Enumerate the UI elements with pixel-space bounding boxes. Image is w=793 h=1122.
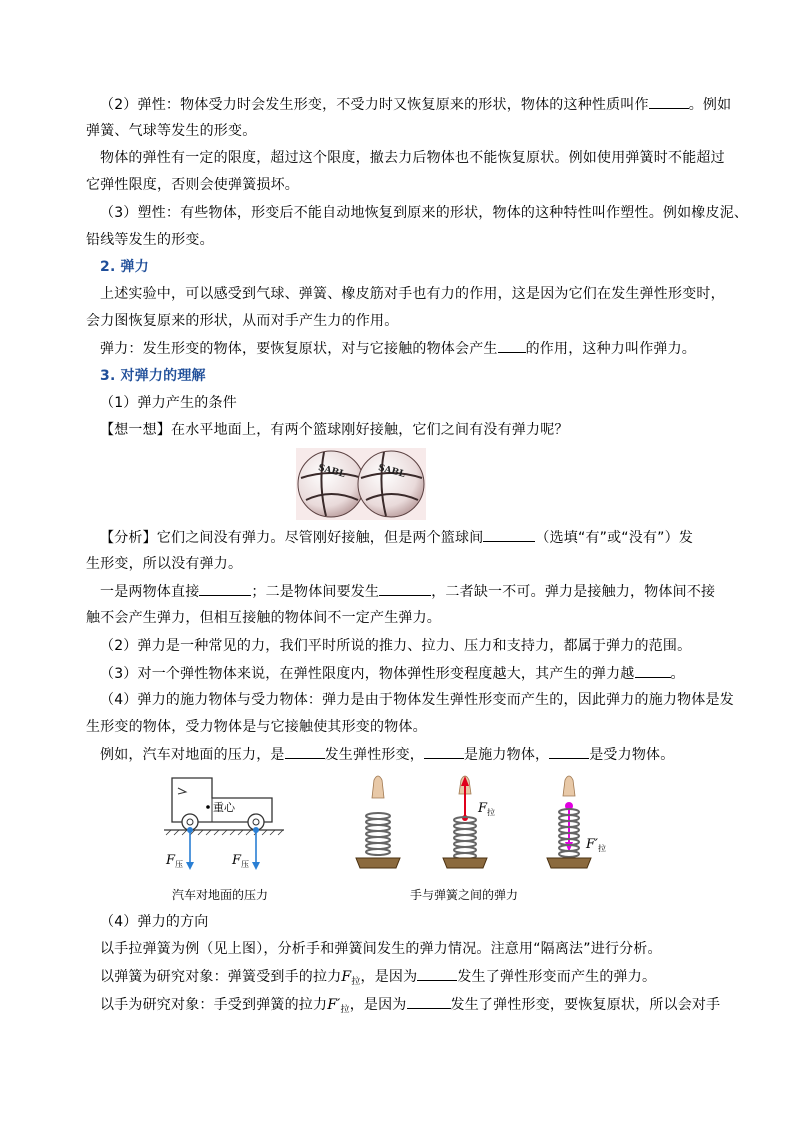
base-1 (356, 858, 400, 868)
text: 发生了弹性形变，要恢复原状，所以会对手 (450, 997, 721, 1013)
answer-blank[interactable] (549, 744, 589, 759)
paragraph-plasticity: （3）塑性：有些物体，形变后不能自动地恢复到原来的形状，物体的这种特性叫作塑性。例如橡皮泥、 (100, 205, 749, 221)
text: 。例如 (688, 97, 732, 113)
base-3 (547, 858, 591, 868)
text: 【分析】它们之间没有弹力。尽管刚好接触，但是两个篮球间 (100, 530, 484, 546)
answer-blank[interactable] (483, 527, 535, 542)
force-subscript: 拉 (351, 977, 361, 987)
text: 弹力：发生形变的物体，要恢复原状，对与它接触的物体会产生 (100, 341, 498, 357)
basketball-left (298, 451, 364, 517)
pressure-arrow-front (186, 827, 194, 870)
paragraph-experiment: 上述实验中，可以感受到气球、弹簧、橡皮筋对手也有力的作用，这是因为它们在发生弹性形变时， (100, 286, 725, 302)
text: ，二者缺一不可。弹力是接触力，物体间不接 (431, 584, 716, 600)
paragraph-think: 【想一想】在水平地面上，有两个篮球刚好接触，它们之间有没有弹力呢？ (100, 422, 569, 438)
force-label-front: $F_压$ (166, 853, 184, 869)
text: ，是因为 (349, 997, 407, 1013)
answer-blank[interactable] (407, 994, 451, 1009)
answer-blank[interactable] (285, 744, 325, 759)
pressure-arrow-rear (252, 827, 260, 870)
paragraph-conditions-cont: 触不会产生弹力，但相互接触的物体间不一定产生弹力。 (86, 610, 441, 626)
text: （3）对一个弹性物体来说，在弹性限度内，物体弹性形变程度越大，其产生的弹力越 (100, 666, 635, 682)
spring-unstretched (356, 776, 400, 868)
text: ；二是物体间要发生 (251, 584, 380, 600)
basketball-right (358, 451, 424, 517)
force-symbol: F′ (327, 997, 341, 1013)
text: 。 (670, 666, 685, 682)
text: 以弹簧为研究对象：弹簧受到手的拉力 (100, 969, 342, 985)
answer-blank[interactable] (379, 581, 431, 596)
paragraph-limit: 物体的弹性有一定的限度，超过这个限度，撤去力后物体也不能恢复原状。例如使用弹簧时不能超过 (100, 150, 725, 166)
text: （2）弹性：物体受力时会发生形变，不受力时又恢复原来的形状，物体的这种性质叫作 (100, 97, 649, 113)
text: 发生了弹性形变而产生的弹力。 (457, 969, 657, 985)
paragraph-experiment-cont: 会力图恢复原来的形状，从而对手产生力的作用。 (86, 313, 399, 329)
force-label-rear: $F_压$ (232, 853, 250, 869)
text: 的作用，这种力叫作弹力。 (525, 341, 697, 357)
text: 例如，汽车对地面的压力，是 (100, 747, 285, 763)
reaction-force-label: $F'_拉$ (586, 837, 606, 853)
car-figure-caption: 汽车对地面的压力 (172, 888, 269, 902)
paragraph-elasticity-cont: 弹簧、气球等发生的形变。 (86, 123, 257, 139)
pull-force-label: $F_拉$ (478, 801, 496, 817)
rear-wheel-hub (253, 819, 259, 825)
paragraph-hand-object (100, 994, 720, 1020)
hand-1 (372, 776, 384, 798)
center-of-gravity-label: 重心 (213, 801, 235, 814)
section-heading-elastic-force: 2. 弹力 (100, 259, 149, 275)
paragraph-elasticity (100, 94, 731, 115)
section-heading-understanding: 3. 对弹力的理解 (100, 368, 206, 384)
paragraph-plasticity-cont: 铅线等发生的形变。 (86, 232, 214, 248)
paragraph-limit-cont: 它弹性限度，否则会使弹簧损坏。 (86, 177, 299, 193)
paragraph-conditions (100, 581, 715, 602)
car-pressure-figure (160, 774, 290, 874)
ball-logo-text: SABL (376, 463, 407, 480)
paragraph-agent-cont: 生形变的物体，受力物体是与它接触使其形变的物体。 (86, 719, 427, 735)
subheading-direction: （4）弹力的方向 (100, 914, 209, 930)
text: （选填“有”或“没有”）发 (535, 530, 694, 546)
text: 是受力物体。 (589, 747, 675, 763)
ball-logo-text: SABL (316, 463, 347, 480)
base-2 (443, 858, 487, 868)
paragraph-analysis-cont: 生形变，所以没有弹力。 (86, 556, 243, 572)
center-of-gravity-dot (206, 805, 210, 809)
paragraph-method: 以手拉弹簧为例（见上图），分析手和弹簧间发生的弹力情况。注意用“隔离法”进行分析。 (100, 941, 662, 957)
text: 一是两物体直接 (100, 584, 200, 600)
answer-blank[interactable] (635, 663, 671, 678)
answer-blank[interactable] (498, 338, 526, 353)
paragraph-analysis (100, 527, 693, 548)
subheading-conditions: （1）弹力产生的条件 (100, 395, 237, 411)
text: ，是因为 (360, 969, 418, 985)
paragraph-agent: （4）弹力的施力物体与受力物体：弹力是由于物体发生弹性形变而产生的，因此弹力的施力物体是发 (100, 692, 734, 708)
text: 发生弹性形变， (324, 747, 425, 763)
paragraph-degree (100, 663, 685, 684)
ground-hatching (166, 830, 283, 835)
text: 以手为研究对象：手受到弹簧的拉力 (100, 997, 328, 1013)
text: 是施力物体， (464, 747, 550, 763)
force-symbol: F (341, 969, 352, 985)
hand-3 (563, 776, 575, 796)
paragraph-definition (100, 338, 696, 359)
front-wheel-hub (187, 819, 193, 825)
force-subscript: 拉 (340, 1005, 350, 1015)
spring-reaction (547, 776, 606, 868)
paragraph-spring-object (100, 966, 656, 992)
answer-blank[interactable] (649, 94, 689, 109)
basketballs-image (296, 448, 426, 520)
answer-blank[interactable] (199, 581, 251, 596)
paragraph-example (100, 744, 674, 765)
spring-figure-caption: 手与弹簧之间的弹力 (410, 888, 519, 902)
paragraph-common-forces: （2）弹力是一种常见的力，我们平时所说的推力、拉力、压力和支持力，都属于弹力的范围。 (100, 638, 692, 654)
spring-force-figure (346, 772, 616, 872)
answer-blank[interactable] (424, 744, 464, 759)
answer-blank[interactable] (417, 966, 457, 981)
spring-pulled (443, 776, 495, 868)
